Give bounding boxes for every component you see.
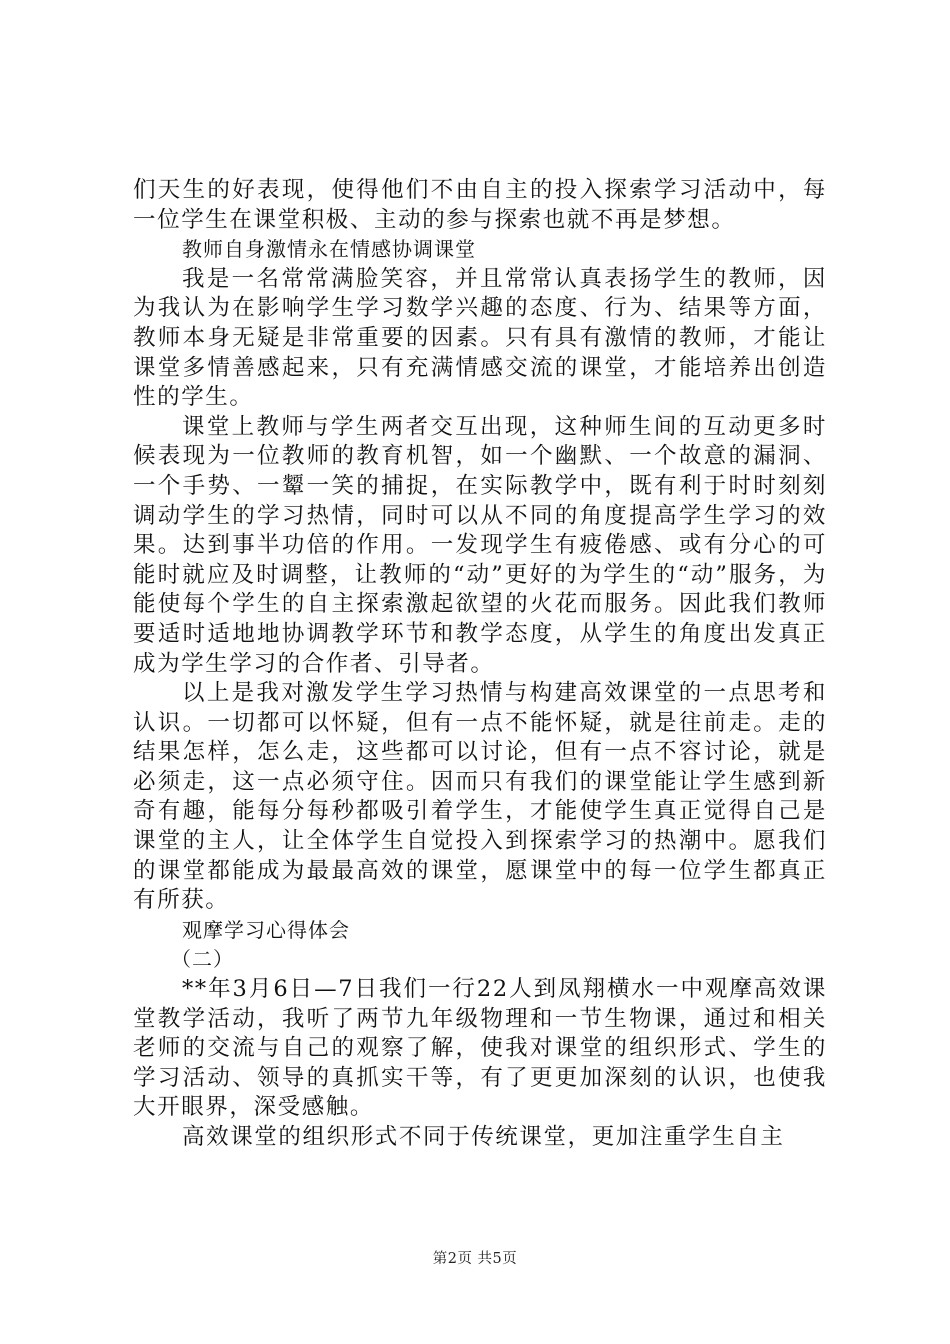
section-heading-teacher-passion: 教师自身激情永在情感协调课堂 [182,237,476,262]
page-footer: 第2页 共5页 [432,1251,518,1267]
paragraph-teacher-smile: 我是一名常常满脸笑容，并且常常认真表扬学生的教师，因为我认为在影响学生学习数学兴趣的态度、行为、结果等方面，教师本身无疑是非常重要的因素。只有具有激情的教师，才能让课堂多情善感起来，只有充满情感交流的课堂，才能培养出创造性的学生。 [133,265,827,411]
section-heading-observation: 观摩学习心得体会 [182,917,350,942]
paragraph-conclusion: 以上是我对激发学生学习热情与构建高效课堂的一点思考和认识。一切都可以怀疑，但有一点不能怀疑，就是往前走。走的结果怎样，怎么走，这些都可以讨论，但有一点不容讨论，就是必须走，这一点必须守住。因而只有我们的课堂能让学生感到新奇有趣，能每分每秒都吸引着学生，才能使学生真正觉得自己是课堂的主人，让全体学生自觉投入到探索学习的热潮中。愿我们的课堂都能成为最最高效的课堂，愿课堂中的每一位学生都真正有所获。 [133,680,827,914]
paragraph-visit: **年3月6日—7日我们一行22人到凤翔横水一中观摩高效课堂教学活动，我听了两节九年级物理和一节生物课，通过和相关老师的交流与自己的观察了解，使我对课堂的组织形式、学生的学习活动、领导的真抓实干等，有了更更加深刻的认识，也使我大开眼界，深受感触。 [133,976,827,1121]
paragraph-classroom-interaction: 课堂上教师与学生两者交互出现，这种师生间的互动更多时候表现为一位教师的教育机智，如一个幽默、一个故意的漏洞、一个手势、一颦一笑的捕捉，在实际教学中，既有利于时时刻刻调动学生的学习热情，同时可以从不同的角度提高学生学习的效果。达到事半功倍的作用。一发现学生有疲倦感、或有分心的可能时就应及时调整，让教师的“动”更好的为学生的“动”服务，为能使每个学生的自主探索激起欲望的火花而服务。因此我们教师要适时适地地协调教学环节和教学态度，从学生的角度出发真正成为学生学习的合作者、引导者。 [133,413,827,677]
document-body [133,176,827,1153]
paragraph-efficient-classroom: 高效课堂的组织形式不同于传统课堂，更加注重学生自主 [182,1124,785,1150]
paragraph-continuation: 们天生的好表现，使得他们不由自主的投入探索学习活动中，每一位学生在课堂积极、主动的参与探索也就不再是梦想。 [133,177,827,233]
section-number: （二） [171,947,234,972]
